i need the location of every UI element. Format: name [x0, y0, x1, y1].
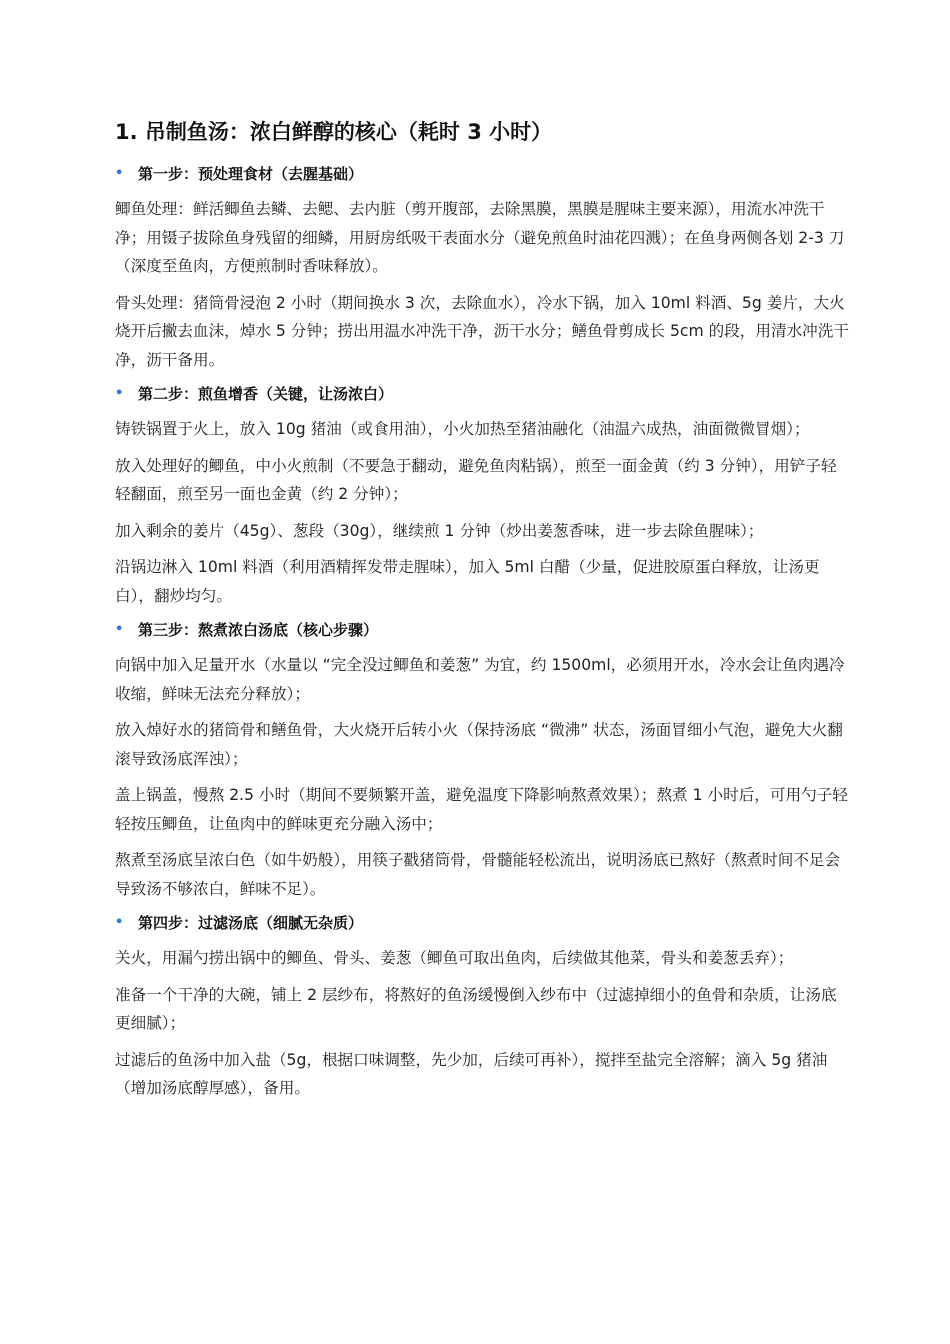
step-heading: [115, 382, 850, 406]
bullet-icon: •: [115, 622, 124, 637]
page-title: 1. 吊制鱼汤：浓白鲜醇的核心（耗时 3 小时）: [115, 120, 553, 144]
step-heading: [115, 162, 850, 186]
section-step-4: [115, 911, 850, 1103]
paragraph: 过滤后的鱼汤中加入盐（5g，根据口味调整，先少加，后续可再补），搅拌至盐完全溶解；滴入 5g 猪油（增加汤底醇厚感），备用。: [115, 1050, 828, 1097]
step-heading-text: 第四步：过滤汤底（细腻无杂质）: [138, 914, 364, 932]
paragraph: 鲫鱼处理：鲜活鲫鱼去鳞、去鳃、去内脏（剪开腹部，去除黑膜，黑膜是腥味主要来源），用流水冲洗干净；用镊子拔除鱼身残留的细鳞，用厨房纸吸干表面水分（避免煎鱼时油花四溅）；在鱼身两侧各划 2-3 刀（深度至鱼肉，方便煎制时香味释放）。: [115, 200, 845, 275]
bullet-icon: •: [115, 915, 124, 930]
step-heading-text: 第一步：预处理食材（去腥基础）: [138, 165, 364, 183]
step-heading: [115, 911, 850, 935]
paragraph: 铸铁锅置于火上，放入 10g 猪油（或食用油），小火加热至猪油融化（油温六成热，油面微微冒烟）；: [115, 420, 810, 438]
paragraph: 向锅中加入足量开水（水量以 “完全没过鲫鱼和姜葱” 为宜，约 1500ml，必须用开水，冷水会让鱼肉遇冷收缩，鲜味无法充分释放）；: [115, 656, 845, 703]
document-page: [115, 116, 850, 1111]
section-step-2: [115, 382, 850, 610]
paragraph: 放入处理好的鲫鱼，中小火煎制（不要急于翻动，避免鱼肉粘锅），煎至一面金黄（约 3 分钟），用铲子轻轻翻面，煎至另一面也金黄（约 2 分钟）；: [115, 456, 837, 503]
bullet-icon: •: [115, 386, 124, 401]
step-heading-text: 第二步：煎鱼增香（关键，让汤浓白）: [138, 385, 394, 403]
bullet-icon: •: [115, 166, 124, 181]
paragraph: 关火，用漏勺捞出锅中的鲫鱼、骨头、姜葱（鲫鱼可取出鱼肉，后续做其他菜，骨头和姜葱丢弃）；: [115, 949, 794, 967]
paragraph: 熬煮至汤底呈浓白色（如牛奶般），用筷子戳猪筒骨，骨髓能轻松流出，说明汤底已熬好（熬煮时间不足会导致汤不够浓白，鲜味不足）。: [115, 851, 841, 898]
paragraph: 盖上锅盖，慢熬 2.5 小时（期间不要频繁开盖，避免温度下降影响熬煮效果）；熬煮 1 小时后，可用勺子轻轻按压鲫鱼，让鱼肉中的鲜味更充分融入汤中；: [115, 786, 848, 833]
step-heading-text: 第三步：熬煮浓白汤底（核心步骤）: [138, 621, 379, 639]
paragraph: 沿锅边淋入 10ml 料酒（利用酒精挥发带走腥味），加入 5ml 白醋（少量，促进胶原蛋白释放，让汤更白），翻炒均匀。: [115, 558, 820, 605]
section-step-1: [115, 162, 850, 374]
section-step-3: [115, 618, 850, 903]
paragraph: 放入焯好水的猪筒骨和鳝鱼骨，大火烧开后转小火（保持汤底 “微沸” 状态，汤面冒细小气泡，避免大火翻滚导致汤底浑浊）；: [115, 721, 843, 768]
paragraph: 准备一个干净的大碗，铺上 2 层纱布，将熬好的鱼汤缓慢倒入纱布中（过滤掉细小的鱼骨和杂质，让汤底更细腻）；: [115, 985, 837, 1032]
paragraph: 骨头处理：猪筒骨浸泡 2 小时（期间换水 3 次，去除血水），冷水下锅，加入 10ml 料酒、5g 姜片，大火烧开后撇去血沫，焯水 5 分钟；捞出用温水冲洗干净，沥干水分；鳝鱼骨剪成长 5cm 的段，用清水冲洗干净，沥干备用。: [115, 293, 849, 369]
step-heading: [115, 618, 850, 642]
paragraph: 加入剩余的姜片（45g）、葱段（30g），继续煎 1 分钟（炒出姜葱香味，进一步去除鱼腥味）；: [115, 521, 764, 540]
